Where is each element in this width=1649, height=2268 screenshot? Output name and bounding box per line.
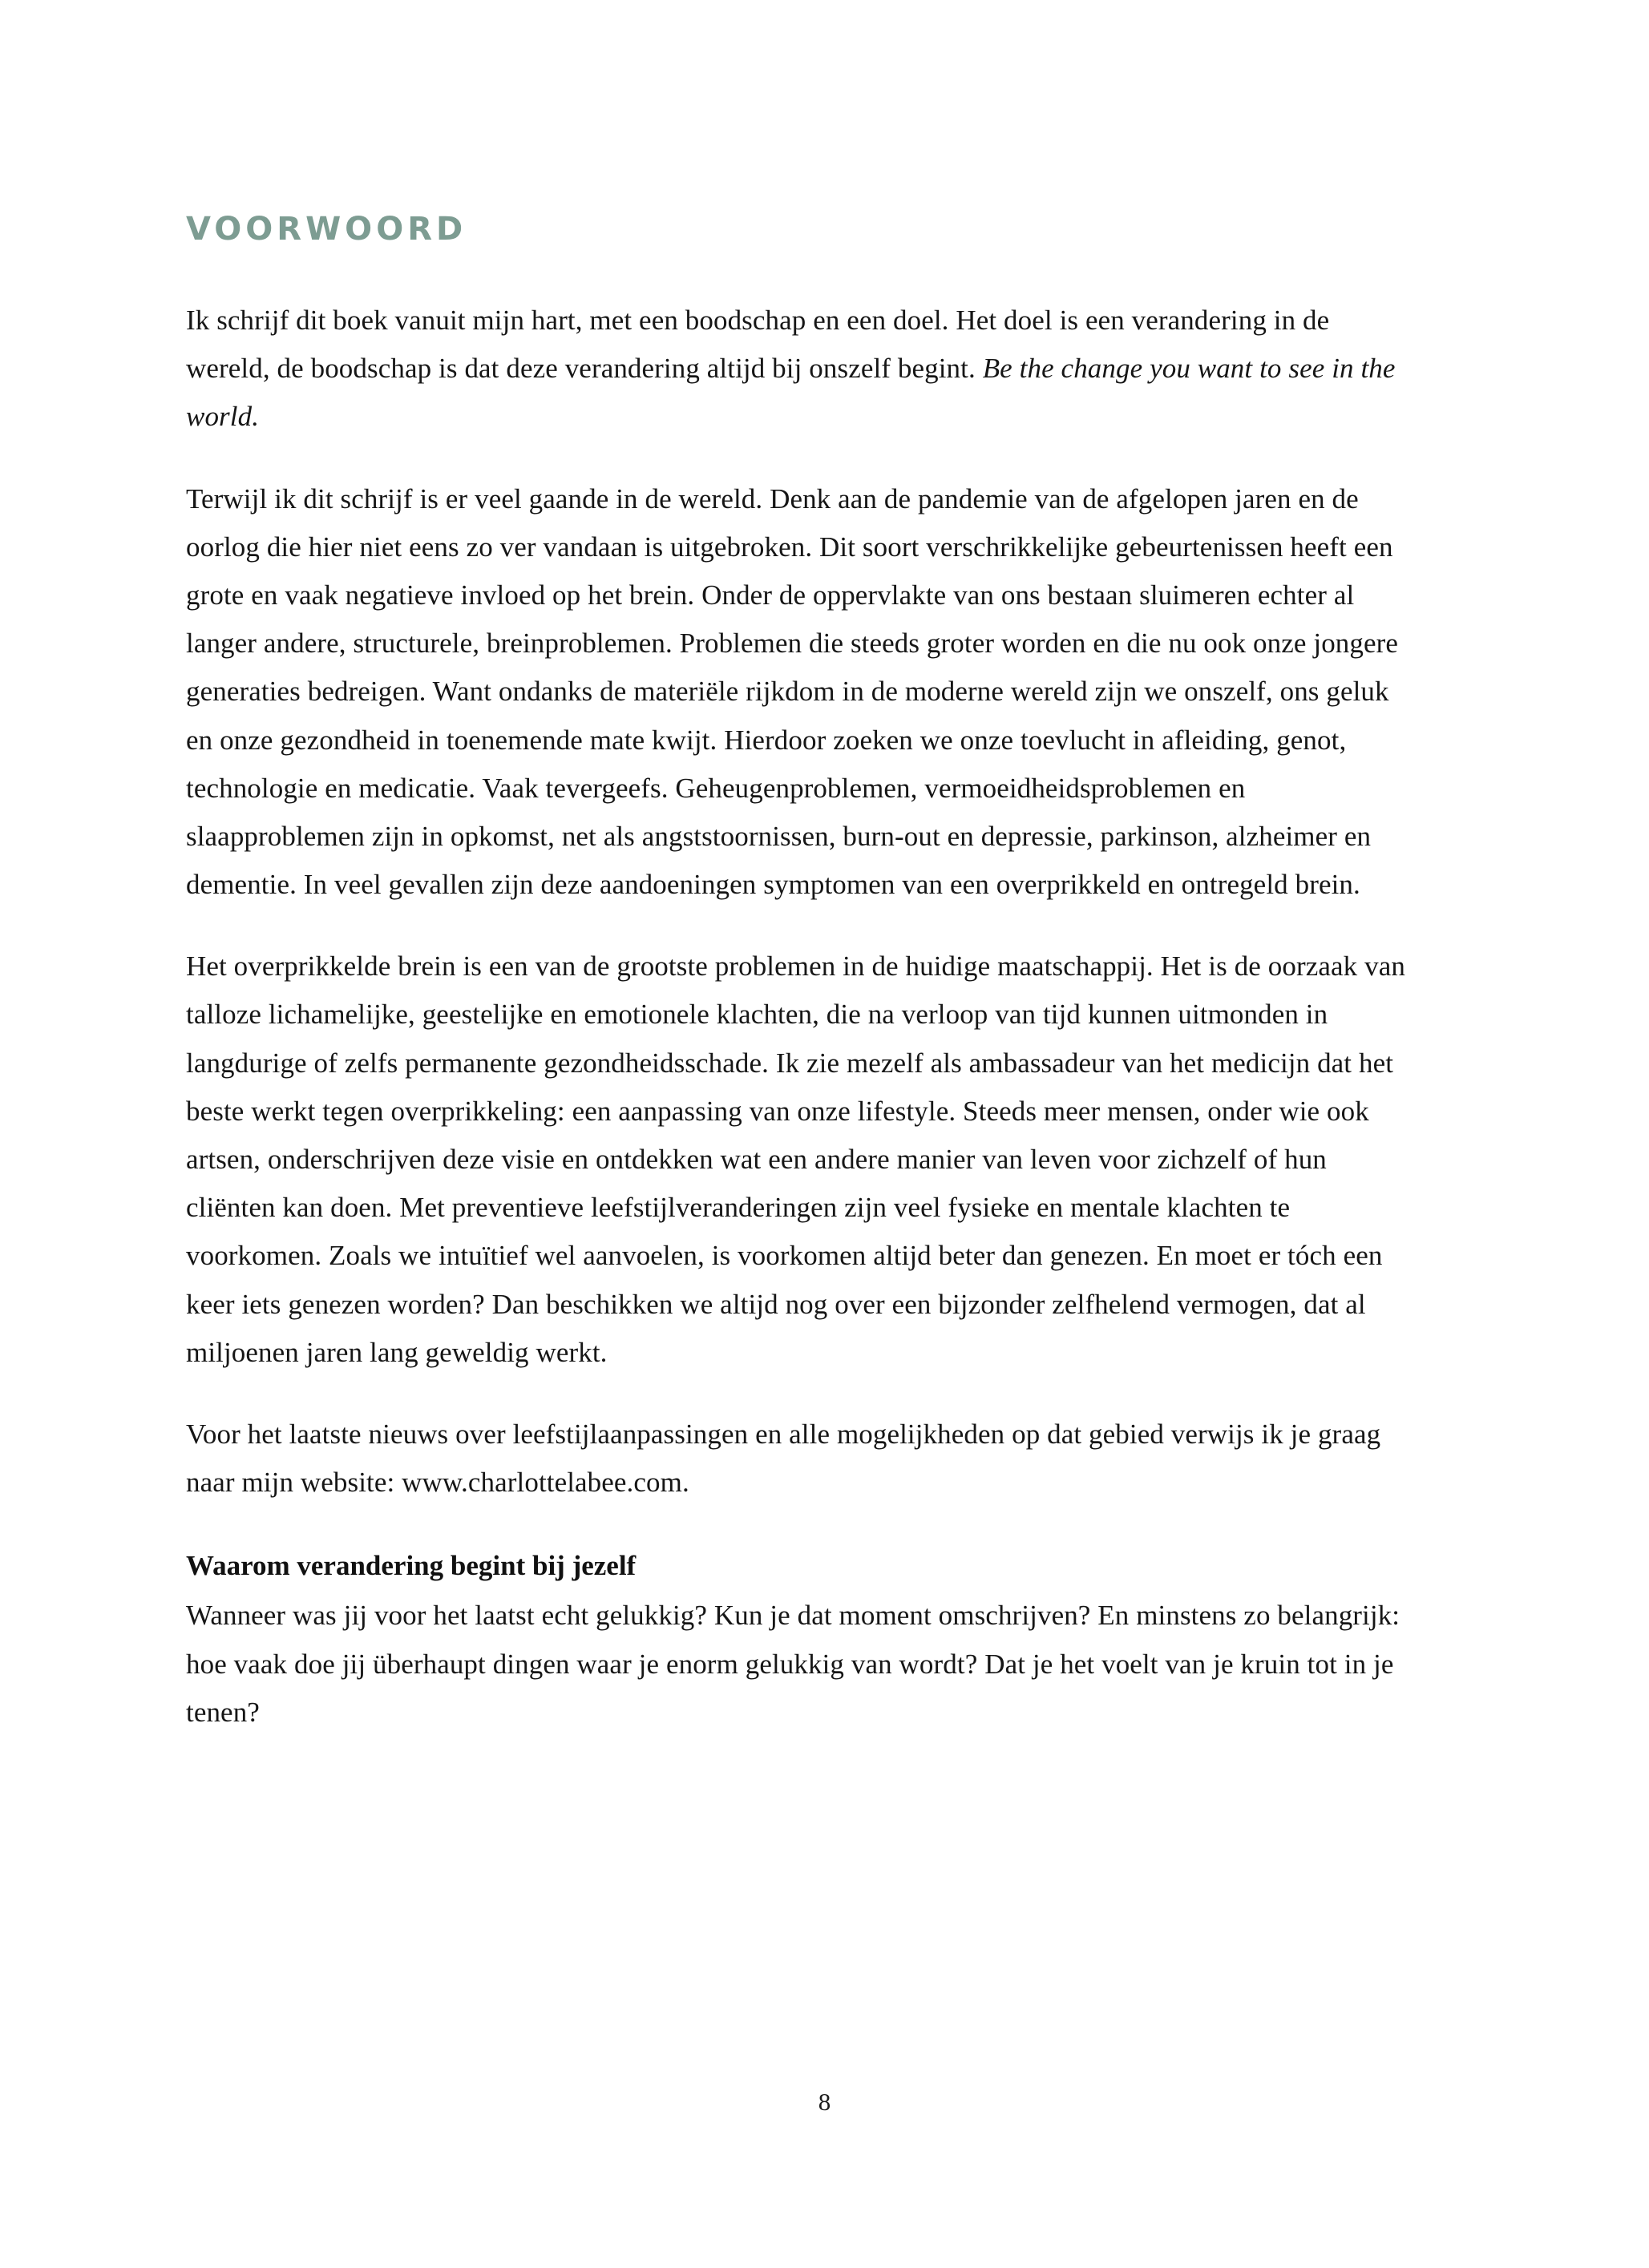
section-change-starts-with-you [186,1544,1413,1737]
paragraph-overstimulated-brain: Het overprikkelde brein is een van de grootste problemen in de huidige maatschappij. Het is de oorzaak van talloze lichamelijke, geestelijke en emotionele klachten, die na verloop van tijd kunnen uitmonden in langdurige of zelfs permanente gezondheidsschade. Ik zie mezelf als ambassadeur van het medicijn dat het beste werkt tegen overprikkeling: een aanpassing van onze lifestyle. Steeds meer mensen, onder wie ook artsen, onderschrijven deze visie en ontdekken wat een andere manier van leven voor zichzelf of hun cliënten kan doen. Met preventieve leefstijlveranderingen zijn veel fysieke en mentale klachten te voorkomen. Zoals we intuïtief wel aanvoelen, is voorkomen altijd beter dan genezen. En moet er tóch een keer iets genezen worden? Dan beschikken we altijd nog over een bijzonder zelfhelend vermogen, dat al miljoenen jaren lang geweldig werkt. [186,950,1405,1368]
paragraph-intro-text: Ik schrijf dit boek vanuit mijn hart, met een boodschap en een doel. Het doel is een verandering in de wereld, de boodschap is dat deze verandering altijd bij onszelf begint. [186,305,1330,385]
paragraph-world-context: Terwijl ik dit schrijf is er veel gaande in de wereld. Denk aan de pandemie van de afgelopen jaren en de oorlog die hier niet eens zo ver vandaan is uitgebroken. Dit soort verschrikkelijke gebeurtenissen heeft een grote en vaak negatieve invloed op het brein. Onder de oppervlakte van ons bestaan sluimeren echter al langer andere, structurele, breinproblemen. Problemen die steeds groter worden en die nu ook onze jongere generaties bedreigen. Want ondanks de materiële rijkdom in de moderne wereld zijn we onszelf, ons geluk en onze gezondheid in toenemende mate kwijt. Hierdoor zoeken we onze toevlucht in afleiding, genot, technologie en medicatie. Vaak tevergeefs. Geheugenproblemen, vermoeidheidsproblemen en slaapproblemen zijn in opkomst, net als angststoornissen, burn-out en depressie, parkinson, alzheimer en dementie. In veel gevallen zijn deze aandoeningen symptomen van een overprikkeld en ontregeld brein. [186,482,1399,901]
paragraph-website-reference: Voor het laatste nieuws over leefstijlaanpassingen en alle mogelijkheden op dat gebied verwijs ik je graag naar mijn website: www.charlottelabee.com. [186,1418,1381,1499]
section-body-text: Wanneer was jij voor het laatst echt gelukkig? Kun je dat moment omschrijven? En minstens zo belangrijk: hoe vaak doe jij überhaupt dingen waar je enorm gelukkig van wordt? Dat je het voelt van je kruin tot in je tenen? [186,1600,1400,1728]
page-number: 8 [818,2088,831,2116]
page-content [186,210,1413,1737]
page-title: VOORWOORD [186,211,467,248]
paragraph-intro [186,297,1413,442]
section-subheading: Waarom verandering begint bij jezelf [186,1550,637,1582]
paragraph-intro-quote: Be the change you want to see in the world. [186,353,1396,433]
